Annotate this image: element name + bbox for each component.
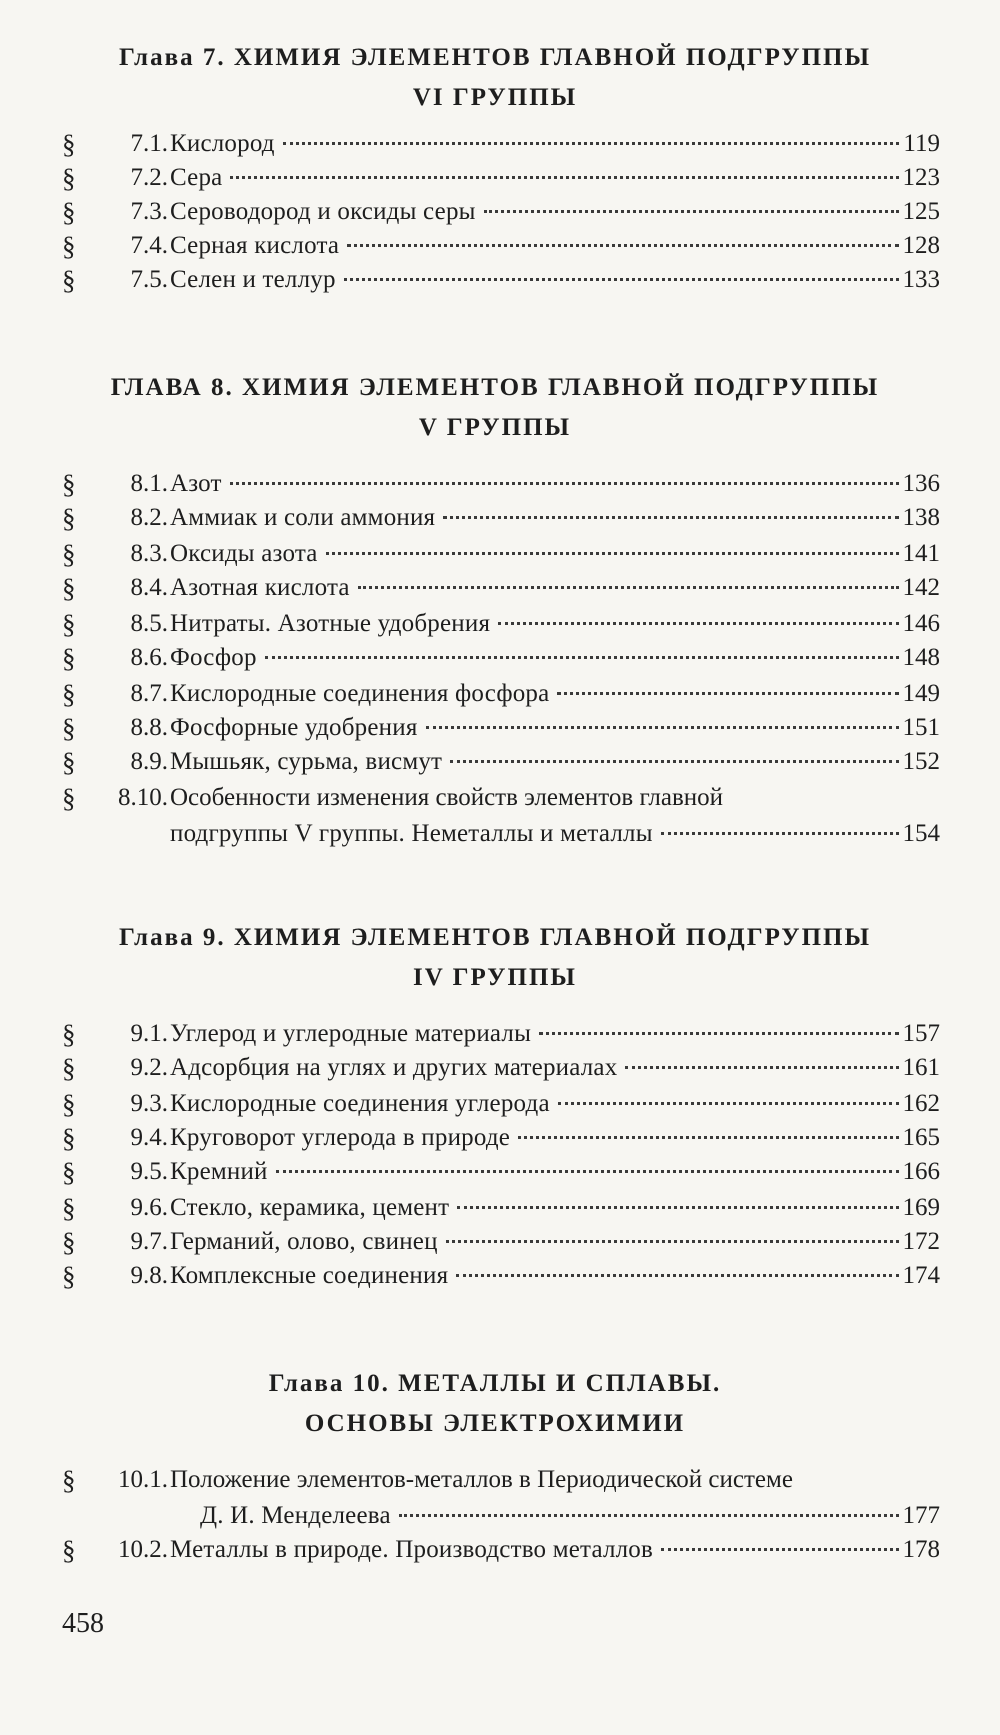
entry-number: 9.7. xyxy=(130,1228,168,1255)
toc-entry-8-6[interactable] xyxy=(0,640,1000,676)
dot-leader xyxy=(358,586,899,589)
entry-title: Фосфор xyxy=(170,644,257,671)
section-sign: § xyxy=(62,609,76,639)
entry-title: Азотная кислота xyxy=(170,574,350,601)
toc-entry-9-6[interactable] xyxy=(0,1190,1000,1226)
dot-leader xyxy=(539,1032,898,1035)
entry-title: Нитраты. Азотные удобрения xyxy=(170,610,491,637)
section-sign: § xyxy=(62,1157,76,1187)
dot-leader xyxy=(625,1066,898,1069)
toc-entry-9-2[interactable] xyxy=(0,1050,1000,1086)
chapter-8-heading xyxy=(60,368,930,448)
toc-entry-7-3[interactable] xyxy=(0,194,1000,230)
entry-number: 8.4. xyxy=(130,574,168,601)
entry-title: Фосфорные удобрения xyxy=(170,714,418,741)
entry-page: 142 xyxy=(902,574,940,601)
dot-leader xyxy=(265,656,899,659)
entry-title-line1: Положение элементов-металлов в Периодической системе xyxy=(170,1466,793,1493)
dot-leader xyxy=(518,1136,898,1139)
entry-page: 123 xyxy=(902,164,940,191)
toc-entry-8-3[interactable] xyxy=(0,536,1000,572)
entry-number: 7.4. xyxy=(130,232,168,259)
dot-leader xyxy=(347,244,898,247)
entry-number: 8.1. xyxy=(130,470,168,497)
toc-entry-9-8[interactable] xyxy=(0,1258,1000,1294)
entry-page: 119 xyxy=(903,130,940,157)
entry-number: 8.8. xyxy=(130,714,168,741)
toc-entry-8-7[interactable] xyxy=(0,676,1000,712)
dot-leader xyxy=(283,142,900,145)
entry-number: 8.3. xyxy=(130,540,168,567)
entry-number: 7.3. xyxy=(130,198,168,225)
section-sign: § xyxy=(62,643,76,673)
entry-page: 151 xyxy=(902,714,940,741)
chapter-9-title-line2: IV ГРУППЫ xyxy=(413,964,577,991)
section-sign: § xyxy=(62,1089,76,1119)
entry-title: Адсорбция на углях и других материалах xyxy=(170,1054,618,1081)
toc-entry-7-5[interactable] xyxy=(0,262,1000,298)
entry-number: 7.2. xyxy=(130,164,168,191)
chapter-10-heading xyxy=(60,1364,930,1444)
entry-title: Селен и теллур xyxy=(170,266,336,293)
entry-title: Азот xyxy=(170,470,222,497)
entry-page: 128 xyxy=(902,232,940,259)
entry-title: Кислородные соединения фосфора xyxy=(170,680,550,707)
dot-leader xyxy=(661,1548,898,1551)
entry-number: 7.1. xyxy=(130,130,168,157)
entry-title: Металлы в природе. Производство металлов xyxy=(170,1536,654,1563)
toc-entry-9-3[interactable] xyxy=(0,1086,1000,1122)
chapter-7-title-line2: VI ГРУППЫ xyxy=(412,84,578,111)
entry-number: 7.5. xyxy=(130,266,168,293)
dot-leader xyxy=(498,622,898,625)
toc-entry-9-1[interactable] xyxy=(0,1016,1000,1052)
entry-title: Кислородные соединения углерода xyxy=(170,1090,550,1117)
entry-title: Мышьяк, сурьма, висмут xyxy=(170,748,443,775)
toc-entry-7-2[interactable] xyxy=(0,160,1000,196)
section-sign: § xyxy=(62,469,76,499)
entry-title: Германий, олово, свинец xyxy=(170,1228,438,1255)
entry-title: Круговорот углерода в природе xyxy=(170,1124,511,1151)
chapter-7-heading xyxy=(60,38,930,118)
dot-leader xyxy=(230,482,899,485)
entry-page: 161 xyxy=(902,1054,940,1081)
section-sign: § xyxy=(62,1465,76,1495)
entry-page: 154 xyxy=(902,820,940,847)
section-sign: § xyxy=(62,197,76,227)
entry-title: Серная кислота xyxy=(170,232,340,259)
entry-number: 9.2. xyxy=(130,1054,168,1081)
toc-entry-8-9[interactable] xyxy=(0,744,1000,780)
entry-page: 148 xyxy=(902,644,940,671)
section-sign: § xyxy=(62,1123,76,1153)
dot-leader xyxy=(456,1274,898,1277)
entry-title: Стекло, керамика, цемент xyxy=(170,1194,450,1221)
entry-page: 146 xyxy=(902,610,940,637)
entry-page: 138 xyxy=(902,504,940,531)
entry-title-line2: подгруппы V группы. Неметаллы и металлы xyxy=(170,820,653,847)
entry-title: Углерод и углеродные материалы xyxy=(170,1020,532,1047)
section-sign: § xyxy=(62,1261,76,1291)
entry-number: 8.7. xyxy=(130,680,168,707)
entry-number: 10.1. xyxy=(118,1466,168,1493)
entry-number: 8.9. xyxy=(130,748,168,775)
entry-title: Сероводород и оксиды серы xyxy=(170,198,476,225)
toc-entry-8-8[interactable] xyxy=(0,710,1000,746)
section-sign: § xyxy=(62,679,76,709)
toc-entry-8-10[interactable] xyxy=(0,780,1000,852)
dot-leader xyxy=(230,176,898,179)
dot-leader xyxy=(426,726,899,729)
entry-page: 169 xyxy=(902,1194,940,1221)
entry-number: 10.2. xyxy=(118,1536,168,1563)
entry-page: 166 xyxy=(902,1158,940,1185)
entry-number: 9.6. xyxy=(130,1194,168,1221)
section-sign: § xyxy=(62,231,76,261)
dot-leader xyxy=(443,516,898,519)
chapter-7-title-line1: Глава 7. ХИМИЯ ЭЛЕМЕНТОВ ГЛАВНОЙ ПОДГРУППЫ xyxy=(118,44,872,71)
chapter-8-title-line1: ГЛАВА 8. ХИМИЯ ЭЛЕМЕНТОВ ГЛАВНОЙ ПОДГРУППЫ xyxy=(110,374,880,401)
chapter-10-title-line2: ОСНОВЫ ЭЛЕКТРОХИМИИ xyxy=(304,1410,686,1437)
dot-leader xyxy=(344,278,899,281)
section-sign: § xyxy=(62,1193,76,1223)
entry-page: 152 xyxy=(902,748,940,775)
toc-entry-9-4[interactable] xyxy=(0,1120,1000,1156)
entry-page: 136 xyxy=(902,470,940,497)
dot-leader xyxy=(399,1514,899,1517)
section-sign: § xyxy=(62,265,76,295)
chapter-9-title-line1: Глава 9. ХИМИЯ ЭЛЕМЕНТОВ ГЛАВНОЙ ПОДГРУППЫ xyxy=(118,924,872,951)
entry-page: 149 xyxy=(902,680,940,707)
dot-leader xyxy=(457,1206,898,1209)
entry-number: 9.3. xyxy=(130,1090,168,1117)
toc-entry-8-1[interactable] xyxy=(0,466,1000,502)
chapter-9-heading xyxy=(60,918,930,998)
chapter-10-title-line1: Глава 10. МЕТАЛЛЫ И СПЛАВЫ. xyxy=(268,1370,722,1397)
toc-entry-8-4[interactable] xyxy=(0,570,1000,606)
section-sign: § xyxy=(62,747,76,777)
entry-title-line1: Особенности изменения свойств элементов главной xyxy=(170,784,724,811)
section-sign: § xyxy=(62,163,76,193)
entry-title: Сера xyxy=(170,164,223,191)
entry-number: 8.6. xyxy=(130,644,168,671)
section-sign: § xyxy=(62,713,76,743)
entry-number: 8.5. xyxy=(130,610,168,637)
entry-page: 177 xyxy=(902,1502,940,1529)
entry-page: 165 xyxy=(902,1124,940,1151)
section-sign: § xyxy=(62,1535,76,1565)
entry-title: Кислород xyxy=(170,130,275,157)
toc-entry-7-4[interactable] xyxy=(0,228,1000,264)
entry-number: 8.10. xyxy=(118,784,168,811)
entry-title: Кремний xyxy=(170,1158,268,1185)
entry-title: Оксиды азота xyxy=(170,540,318,567)
entry-title: Комплексные соединения xyxy=(170,1262,449,1289)
entry-page: 178 xyxy=(902,1536,940,1563)
toc-entry-10-1[interactable] xyxy=(0,1462,1000,1534)
toc-entry-9-7[interactable] xyxy=(0,1224,1000,1260)
dot-leader xyxy=(484,210,899,213)
entry-page: 141 xyxy=(902,540,940,567)
dot-leader xyxy=(326,552,899,555)
entry-page: 125 xyxy=(902,198,940,225)
entry-page: 133 xyxy=(902,266,940,293)
section-sign: § xyxy=(62,783,76,813)
dot-leader xyxy=(557,692,898,695)
section-sign: § xyxy=(62,1053,76,1083)
entry-title-line2: Д. И. Менделеева xyxy=(200,1502,391,1529)
entry-number: 9.4. xyxy=(130,1124,168,1151)
entry-page: 174 xyxy=(902,1262,940,1289)
entry-number: 9.1. xyxy=(130,1020,168,1047)
toc-entry-8-5[interactable] xyxy=(0,606,1000,642)
entry-number: 9.8. xyxy=(130,1262,168,1289)
section-sign: § xyxy=(62,573,76,603)
entry-title: Аммиак и соли аммония xyxy=(170,504,436,531)
entry-number: 9.5. xyxy=(130,1158,168,1185)
section-sign: § xyxy=(62,503,76,533)
entry-page: 157 xyxy=(902,1020,940,1047)
dot-leader xyxy=(661,832,899,835)
entry-page: 162 xyxy=(902,1090,940,1117)
entry-page: 172 xyxy=(902,1228,940,1255)
page-number: 458 xyxy=(62,1608,104,1639)
toc-entry-8-2[interactable] xyxy=(0,500,1000,536)
section-sign: § xyxy=(62,539,76,569)
section-sign: § xyxy=(62,1019,76,1049)
toc-entry-9-5[interactable] xyxy=(0,1154,1000,1190)
section-sign: § xyxy=(62,129,76,159)
dot-leader xyxy=(276,1170,899,1173)
section-sign: § xyxy=(62,1227,76,1257)
chapter-8-title-line2: V ГРУППЫ xyxy=(418,414,572,441)
toc-entry-7-1[interactable] xyxy=(0,126,1000,162)
dot-leader xyxy=(446,1240,899,1243)
toc-entry-10-2[interactable] xyxy=(0,1532,1000,1568)
dot-leader xyxy=(450,760,898,763)
dot-leader xyxy=(558,1102,899,1105)
entry-number: 8.2. xyxy=(130,504,168,531)
